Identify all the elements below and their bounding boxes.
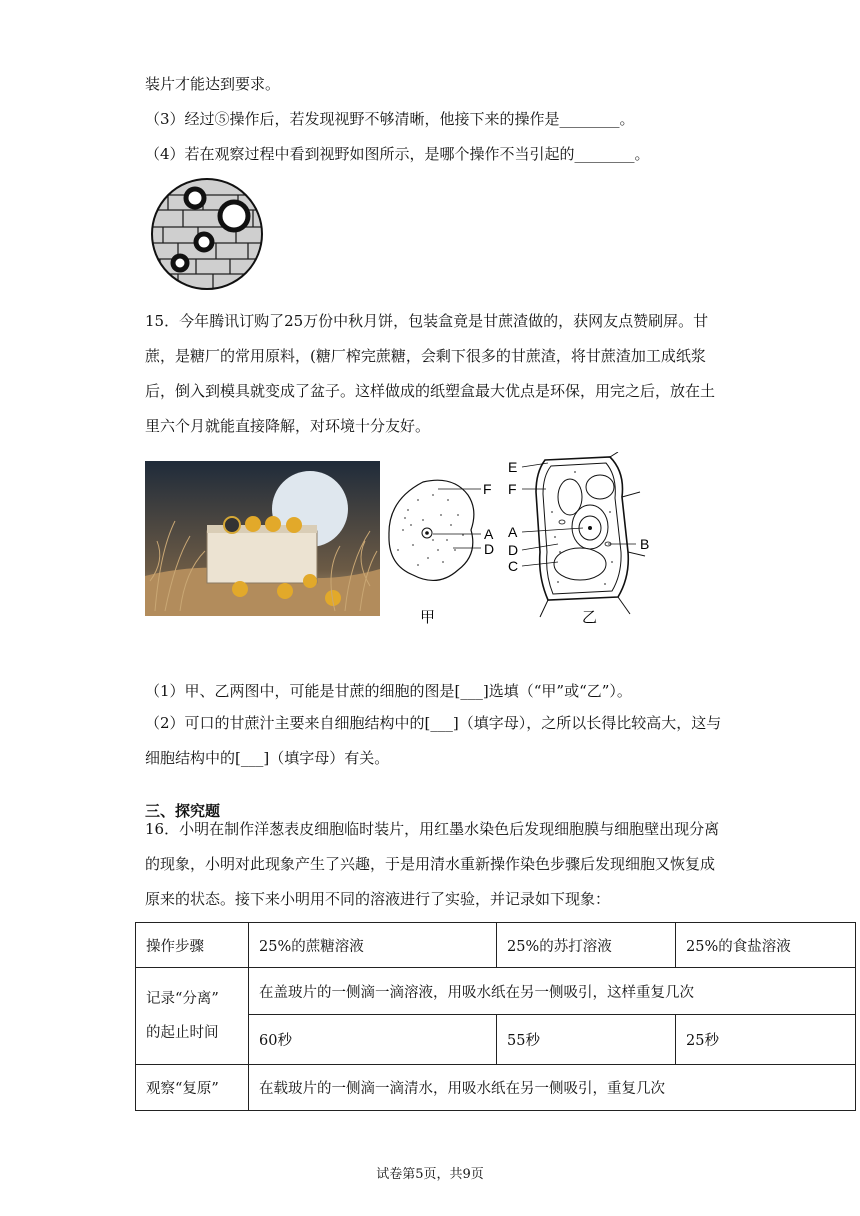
mooncake-box-photo (145, 461, 380, 616)
table-row (136, 968, 856, 1015)
cell-diagram-yi (500, 452, 660, 630)
question-15-sub1: （1）甲、乙两图中，可能是甘蔗的细胞的图是[___]选填（“甲”或“乙”）。 (145, 682, 632, 700)
label-jia-D: D (484, 541, 495, 557)
label-yi-C: C (508, 558, 519, 574)
label-yi-A: A (508, 524, 518, 540)
question-16-text: 16．小明在制作洋葱表皮细胞临时装片，用红墨水染色后发现细胞膜与细胞壁出现分离 的现象，小明对此现象产生了兴趣，于是用清水重新操作染色步骤后发现细胞又恢复成 原来的状态。接下来小明用不同的溶液进行了实验，并记录如下现象： (145, 820, 720, 908)
question-3: （3）经过⑤操作后，若发现视野不够清晰，他接下来的操作是________。 (145, 110, 635, 128)
table-row (136, 923, 856, 968)
question-15-sub2: （2）可口的甘蔗汁主要来自细胞结构中的[___]（填字母），之所以长得比较高大，这与 细胞结构中的[___]（填字母）有关。 (145, 714, 722, 767)
figure-label-yi: 乙 (582, 608, 598, 626)
label-yi-D: D (508, 542, 519, 558)
cell-diagram-jia (383, 470, 503, 630)
table-cell: 观察“复原” (136, 1065, 249, 1111)
question-15-text: 15．今年腾讯订购了25万份中秋月饼，包装盒竟是甘蔗渣做的，获网友点赞刷屏。甘 蔗，是糖厂的常用原料，(糖厂榨完蔗糖，会剩下很多的甘蔗渣，将甘蔗渣加工成纸浆 后，倒入到模具就变成了盆子。这样做成的纸塑盒最大优点是环保，用完之后，放在土 里六个月就能直接降解，对环境十分友好。 (145, 312, 716, 435)
label-yi-B: B (640, 536, 650, 552)
table-row (136, 1065, 856, 1111)
table-cell: 25%的苏打溶液 (497, 923, 676, 968)
page-footer: 试卷第5页，共9页 (376, 1167, 484, 1182)
experiment-table (135, 922, 856, 1111)
figure-label-jia: 甲 (420, 608, 436, 626)
label-yi-F: F (508, 481, 517, 497)
table-cell: 25%的食盐溶液 (676, 923, 856, 968)
section-heading: 三、探究题 (145, 802, 221, 820)
table-cell: 在盖玻片的一侧滴一滴溶液，用吸水纸在另一侧吸引，这样重复几次 (249, 968, 856, 1015)
table-cell: 25%的蔗糖溶液 (249, 923, 497, 968)
table-cell: 25秒 (676, 1015, 856, 1065)
label-jia-F: F (483, 481, 492, 497)
text-line: 装片才能达到要求。 (145, 75, 281, 93)
label-yi-E: E (508, 459, 518, 475)
question-4: （4）若在观察过程中看到视野如图所示，是哪个操作不当引起的________。 (145, 145, 650, 163)
table-cell: 60秒 (249, 1015, 497, 1065)
table-cell: 在载玻片的一侧滴一滴清水，用吸水纸在另一侧吸引，重复几次 (249, 1065, 856, 1111)
microscope-view-figure (148, 177, 266, 292)
table-cell: 55秒 (497, 1015, 676, 1065)
table-cell: 记录“分离” 的起止时间 (136, 968, 249, 1065)
label-jia-A: A (484, 526, 494, 542)
table-cell: 操作步骤 (136, 923, 249, 968)
